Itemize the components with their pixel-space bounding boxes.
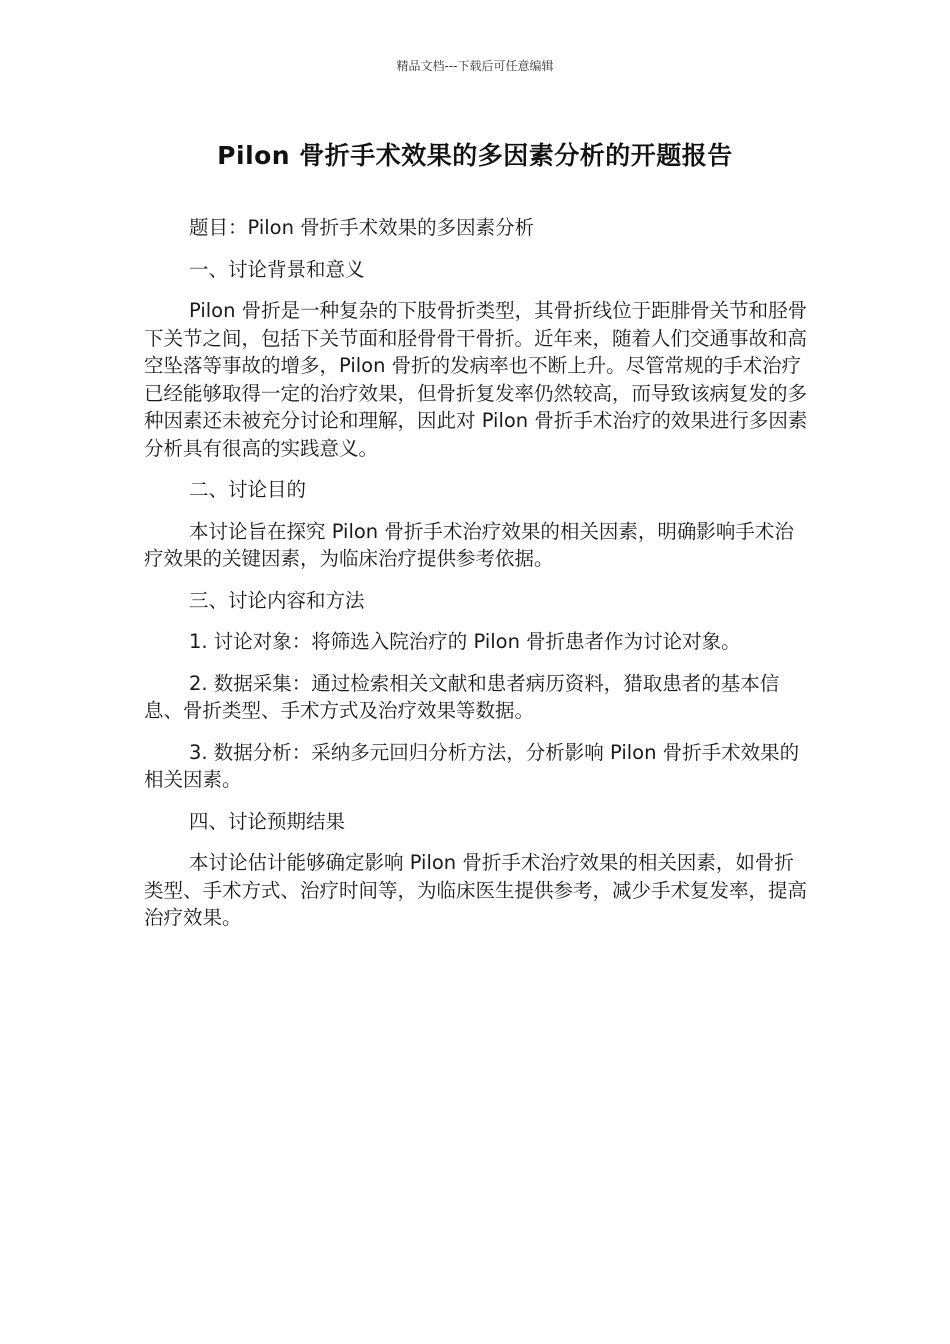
section-heading-background: 一、讨论背景和意义 [189, 257, 365, 281]
section-heading-content-methods: 三、讨论内容和方法 [189, 588, 365, 612]
header-note: 精品文档---下载后可任意编辑 [396, 59, 554, 73]
list-item-data-analysis: 3. 数据分析：采纳多元回归分析方法，分析影响 Pilon 骨折手术效果的相关因素。 [144, 740, 800, 791]
paragraph-purpose: 本讨论旨在探究 Pilon 骨折手术治疗效果的相关因素，明确影响手术治疗效果的关键因素，为临床治疗提供参考依据。 [144, 519, 794, 570]
document-title: Pilon 骨折手术效果的多因素分析的开题报告 [217, 141, 733, 170]
section-heading-expected-results: 四、讨论预期结果 [189, 809, 346, 833]
topic-line: 题目：Pilon 骨折手术效果的多因素分析 [189, 216, 535, 239]
document-body [144, 214, 808, 946]
list-item-subjects: 1. 讨论对象：将筛选入院治疗的 Pilon 骨折患者作为讨论对象。 [189, 630, 741, 653]
paragraph-expected-results: 本讨论估计能够确定影响 Pilon 骨折手术治疗效果的相关因素，如骨折类型、手术方式、治疗时间等，为临床医生提供参考，减少手术复发率，提高治疗效果。 [144, 851, 808, 929]
list-item-data-collection: 2. 数据采集：通过检索相关文献和患者病历资料，猎取患者的基本信息、骨折类型、手术方式及治疗效果等数据。 [144, 671, 780, 722]
paragraph-background: Pilon 骨折是一种复杂的下肢骨折类型，其骨折线位于距腓骨关节和胫骨下关节之间，包括下关节面和胫骨骨干骨折。近年来，随着人们交通事故和高空坠落等事故的增多，Pilon 骨折的发病率也不断上升。尽管常规的手术治疗已经能够取得一定的治疗效果，但骨折复发率仍然较高，而导致该病复发的多种因素还未被充分讨论和理解，因此对 Pilon 骨折手术治疗的效果进行多因素分析具有很高的实践意义。 [144, 299, 808, 460]
section-heading-purpose: 二、讨论目的 [189, 478, 307, 501]
